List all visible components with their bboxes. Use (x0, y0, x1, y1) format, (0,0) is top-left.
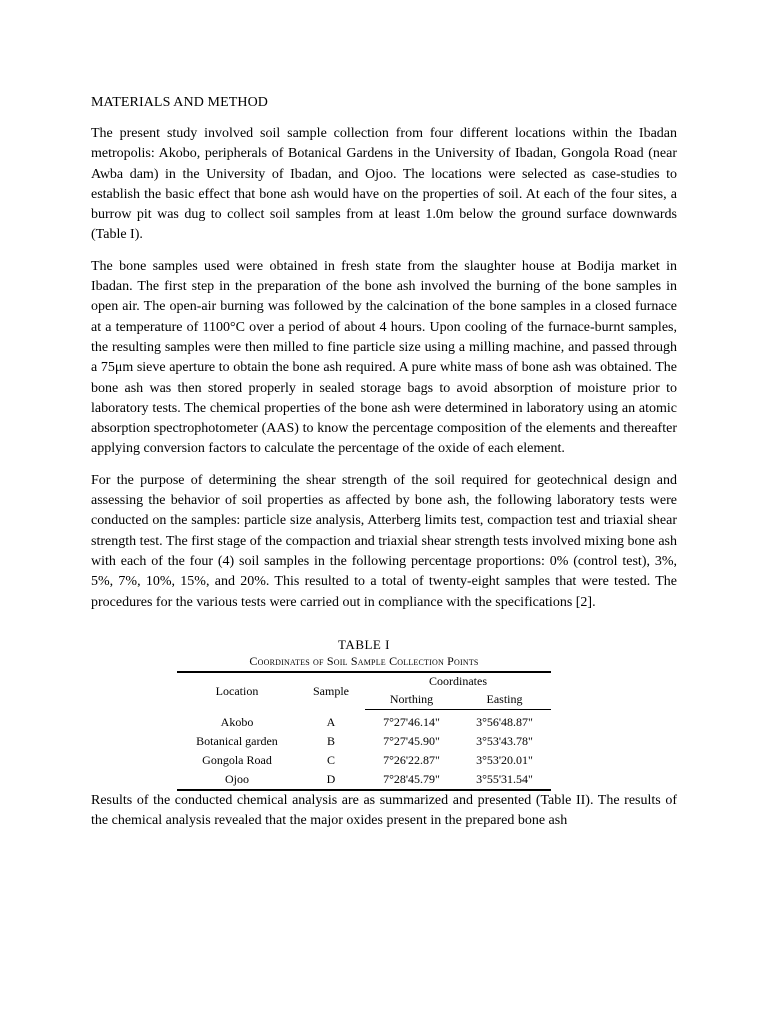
section-heading: MATERIALS AND METHOD (91, 95, 268, 110)
cell-easting: 3°55'31.54" (476, 771, 533, 786)
header-easting: Easting (458, 691, 551, 710)
cell-northing: 7°28'45.79" (383, 771, 440, 786)
header-location: Location (215, 683, 259, 698)
coordinates-table (177, 671, 551, 791)
cell-location: Botanical garden (196, 733, 278, 748)
header-coordinates: Coordinates (429, 674, 487, 689)
paragraph-chemical-results: Results of the conducted chemical analysis are as summarized and presented (Table II). The results of the chemical analysis revealed that the major oxides present in the prepared bone ash (91, 792, 677, 829)
document-page (91, 93, 677, 842)
cell-sample: D (326, 771, 336, 786)
cell-sample: A (326, 714, 336, 729)
cell-location: Gongola Road (202, 752, 272, 767)
cell-northing: 7°26'22.87" (383, 752, 440, 767)
cell-sample: C (326, 752, 335, 767)
cell-northing: 7°27'46.14" (383, 714, 440, 729)
table-coordinates (177, 637, 551, 791)
table-row (177, 751, 551, 770)
table-row (177, 709, 551, 732)
paragraph-site-selection: The present study involved soil sample collection from four different locations within the Ibadan metropolis: Akobo, peripherals of Botanical Gardens in the University of Ibadan, Gongola Road (near Awba dam) in the University of Ibadan, and Ojoo. The locations were selected as case-studies to establish the basic effect that bone ash would have on the properties of soil. At each of the four sites, a burrow pit was dug to collect soil samples from at least 1.0m below the ground surface downwards (Table I). (91, 126, 677, 243)
header-sample: Sample (313, 683, 349, 698)
cell-location: Akobo (220, 714, 254, 729)
cell-easting: 3°56'48.87" (476, 714, 533, 729)
table-row (177, 732, 551, 751)
cell-northing: 7°27'45.90" (383, 733, 440, 748)
table-subtitle: Coordinates of Soil Sample Collection Points (249, 653, 479, 668)
paragraph-bone-ash-preparation: The bone samples used were obtained in fresh state from the slaughter house at Bodija market in Ibadan. The first step in the preparation of the bone ash involved the burning of the bone samples in open air. The open-air burning was followed by the calcination of the bone samples in a closed furnace at a temperature of 1100°C over a period of about 4 hours. Upon cooling of the furnace-burnt samples, the resulting samples were then milled to fine particle size using a milling machine, and passed through a 75μm sieve aperture to obtain the bone ash required. A pure white mass of bone ash was obtained. The bone ash was then stored properly in sealed storage bags to avoid absorption of moisture prior to laboratory tests. The chemical properties of the bone ash were determined in laboratory using an atomic absorption spectrophotometer (AAS) to know the percentage composition of the elements and thereafter applying conversion factors to calculate the percentage of the oxide of each element. (91, 258, 677, 457)
cell-easting: 3°53'43.78" (476, 733, 533, 748)
cell-sample: B (326, 733, 335, 748)
header-northing: Northing (365, 691, 458, 710)
table-row (177, 770, 551, 790)
cell-easting: 3°53'20.01" (476, 752, 533, 767)
cell-location: Ojoo (225, 771, 249, 786)
paragraph-laboratory-tests: For the purpose of determining the shear strength of the soil required for geotechnical design and assessing the behavior of soil properties as affected by bone ash, the following laboratory tests were conducted on the samples: particle size analysis, Atterberg limits test, compaction test and triaxial shear strength test. The first stage of the compaction and triaxial shear strength tests involved mixing bone ash with each of the four (4) soil samples in the following percentage proportions: 0% (control test), 3%, 5%, 7%, 10%, 15%, and 20%. This resulted to a total of twenty-eight samples that were tested. The procedures for the various tests were carried out in compliance with the specifications [2]. (91, 472, 677, 610)
table-title: TABLE I (338, 636, 390, 652)
